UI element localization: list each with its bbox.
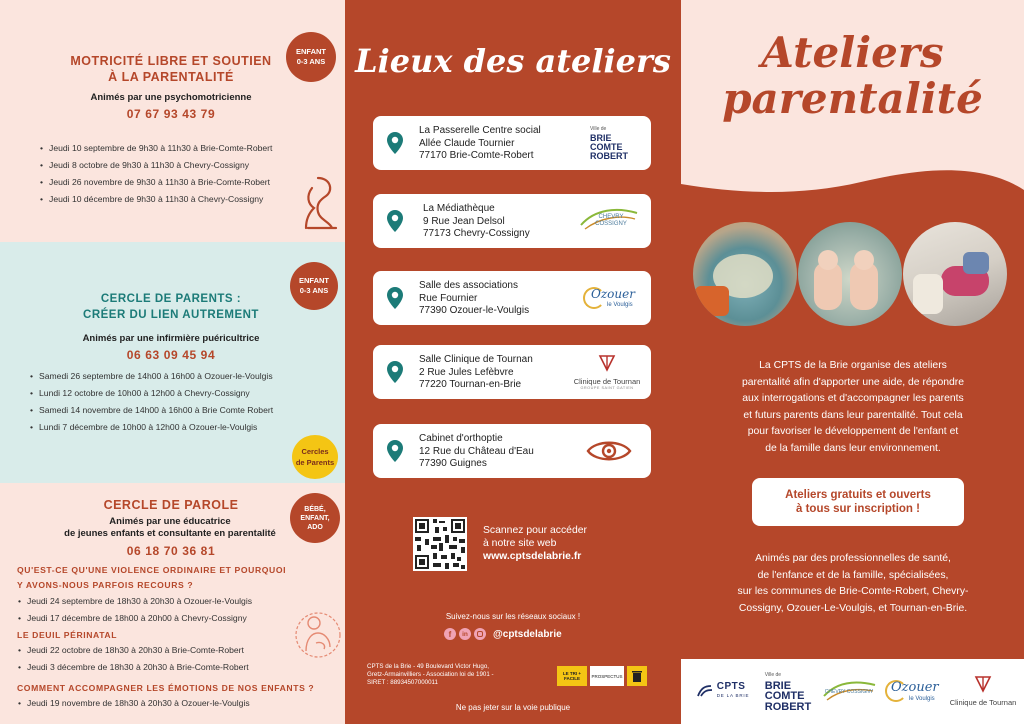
animators-text: Animés par des professionnelles de santé, de l'enfance et de la famille, spécialisées, sur les communes de Brie-Comte-Robert, Chevry- Cossigny, Ozouer-Le-Voulgis, et Tournan-en-Brie. [737, 553, 969, 614]
section-motricite [0, 0, 345, 242]
list-item: • Jeudi 8 octobre de 9h30 à 11h30 à Chevry-Cossigny [40, 157, 272, 174]
age-badge: ENFANT 0-3 ANS [290, 262, 338, 310]
animator-label: Animés par une éducatrice de jeunes enfants et consultante en parentalité [64, 516, 276, 539]
location-address: La Passerelle Centre social Allée Claude Tournier 77170 Brie-Comte-Robert [419, 125, 541, 161]
map-pin-icon [387, 361, 403, 383]
date-list [18, 593, 252, 627]
no-litter-notice: Ne pas jeter sur la voie publique [455, 703, 571, 712]
brie-comte-robert-logo: Ville de BRIE COMTE ROBERT [764, 672, 812, 713]
main-title: Ateliers parentalité [722, 28, 983, 123]
location-address: Cabinet d'orthoptie 12 Rue du Château d'Eau 77390 Guignes [419, 433, 534, 469]
date-list [40, 140, 272, 208]
animator-label: Animés par une infirmière puéricultrice [82, 333, 260, 344]
website-link[interactable]: www.cptsdelabrie.fr [483, 551, 582, 562]
location-address: La Médiathèque 9 Rue Jean Delsol 77173 Chevry-Cossigny [423, 203, 530, 239]
map-pin-icon [387, 210, 403, 232]
date-list [18, 695, 250, 712]
tri-facile-logo: LE TRI + FACILE [557, 666, 587, 686]
mother-baby-illustration-icon [294, 609, 342, 661]
map-pin-icon [387, 132, 403, 154]
phone-number[interactable]: 06 63 09 45 94 [126, 348, 216, 362]
brie-comte-robert-logo: Ville de BRIE COMTE ROBERT [590, 126, 628, 161]
facebook-icon[interactable]: f [444, 628, 456, 640]
recycle-bin-icon [627, 666, 647, 686]
list-item: • Jeudi 10 décembre de 9h30 à 11h30 à Chevry-Cossigny [40, 191, 272, 208]
list-item: • Jeudi 19 novembre de 18h30 à 20h30 à Ozouer-le-Voulgis [18, 695, 250, 712]
social-handle[interactable]: @cptsdelabrie [493, 628, 562, 640]
workshop-photo-1 [693, 222, 797, 326]
location-card [373, 345, 651, 399]
footer-info: CPTS de la Brie - 49 Boulevard Victor Hugo, Gretz-Armainvilliers - Association loi de 1901 - SIRET : 88934507000011 [367, 663, 494, 686]
clinique-tournan-logo: Clinique de Tournan GROUPE SAINT GATIEN [571, 353, 643, 391]
qr-code-icon[interactable] [413, 517, 467, 571]
location-card [373, 116, 651, 170]
topic-title: LE DEUIL PÉRINATAL [17, 630, 118, 640]
instagram-icon[interactable] [474, 628, 486, 640]
social-row [444, 628, 562, 640]
chevry-cossigny-logo: CHEVRY COSSIGNY [577, 202, 641, 240]
chevry-cossigny-logo: CHEVRY COSSIGNY [821, 669, 877, 713]
date-list [18, 642, 249, 676]
partner-logos-bar [681, 659, 1024, 724]
description: La CPTS de la Brie organise des ateliers parentalité afin d'apporter une aide, de répondre aux interrogations et d'accompagner les parents et futurs parents dans leur parentalité. Tout cela pour favoriser le développement de l'enfant et de la famille dans leur environnement. [741, 360, 965, 454]
cercles-de-parents-logo: Cercles de Parents [292, 435, 338, 479]
child-illustration-icon [296, 174, 340, 232]
workshop-photo-2 [798, 222, 902, 326]
list-item: • Jeudi 26 novembre de 9h30 à 11h30 à Brie-Comte-Robert [40, 174, 272, 191]
list-item: • Samedi 26 septembre de 14h00 à 16h00 à Ozouer-le-Voulgis [30, 368, 273, 385]
left-panel [0, 0, 345, 724]
scan-instructions: Scannez pour accéder à notre site web www.cptsdelabrie.fr [483, 525, 587, 562]
map-pin-icon [387, 440, 403, 462]
linkedin-icon[interactable]: in [459, 628, 471, 640]
location-card [373, 194, 651, 248]
eye-icon [577, 432, 641, 470]
list-item: • Jeudi 3 décembre de 18h30 à 20h30 à Brie-Comte-Robert [18, 659, 249, 676]
ozouer-le-voulgis-logo: Ozouer le Voulgis [881, 669, 945, 713]
list-item: • Samedi 14 novembre de 14h00 à 16h00 à Brie Comte Robert [30, 402, 273, 419]
section-title: CERCLE DE PAROLE [103, 498, 239, 512]
recycling-labels [557, 666, 657, 686]
free-workshops-callout: Ateliers gratuits et ouverts à tous sur inscription ! [752, 478, 964, 526]
workshop-photo-3 [903, 222, 1007, 326]
age-badge: BÉBÉ, ENFANT, ADO [290, 493, 340, 543]
list-item: • Jeudi 17 décembre de 18h00 à 20h00 à Chevry-Cossigny [18, 610, 252, 627]
topic-title: QU'EST-CE QU'UNE VIOLENCE ORDINAIRE ET POURQUOI Y AVONS-NOUS PARFOIS RECOURS ? [17, 565, 287, 590]
phone-number[interactable]: 06 18 70 36 81 [126, 544, 216, 558]
phone-number[interactable]: 07 67 93 43 79 [126, 107, 216, 121]
map-pin-icon [387, 287, 403, 309]
location-card [373, 271, 651, 325]
section-title: CERCLE DE PARENTS : CRÉER DU LIEN AUTREMENT [83, 293, 259, 321]
location-address: Salle des associations Rue Fournier 77390 Ozouer-le-Voulgis [419, 280, 530, 316]
social-label: Suivez-nous sur les réseaux sociaux ! [445, 612, 581, 621]
right-panel [681, 0, 1024, 724]
list-item: • Jeudi 10 septembre de 9h30 à 11h30 à Brie-Comte-Robert [40, 140, 272, 157]
prospectus-label: PROSPECTUS [590, 666, 624, 686]
list-item: • Lundi 12 octobre de 10h00 à 12h00 à Chevry-Cossigny [30, 385, 273, 402]
section-cercle-parole [0, 483, 345, 724]
location-address: Salle Clinique de Tournan 2 Rue Jules Lefèbvre 77220 Tournan-en-Brie [419, 354, 533, 390]
animator-label: Animés par une psychomotricienne [90, 92, 252, 103]
section-title: MOTRICITÉ LIBRE ET SOUTIEN À LA PARENTALITÉ [70, 54, 272, 84]
locations-title: Lieux des ateliers [355, 42, 671, 80]
list-item: • Jeudi 22 octobre de 18h30 à 20h30 à Brie-Comte-Robert [18, 642, 249, 659]
ozouer-le-voulgis-logo: Ozouer le Voulgis [577, 279, 641, 317]
location-card [373, 424, 651, 478]
list-item: • Jeudi 24 septembre de 18h30 à 20h30 à Ozouer-le-Voulgis [18, 593, 252, 610]
age-badge: ENFANT 0-3 ANS [286, 32, 336, 82]
topic-title: COMMENT ACCOMPAGNER LES ÉMOTIONS DE NOS ENFANTS ? [17, 683, 315, 693]
middle-panel [345, 0, 681, 724]
clinique-tournan-logo: Clinique de Tournan [945, 669, 1021, 713]
cpts-logo: CPTS DE LA BRIE [689, 669, 757, 713]
list-item: • Lundi 7 décembre de 10h00 à 12h00 à Ozouer-le-Voulgis [30, 419, 273, 436]
date-list [30, 368, 273, 436]
